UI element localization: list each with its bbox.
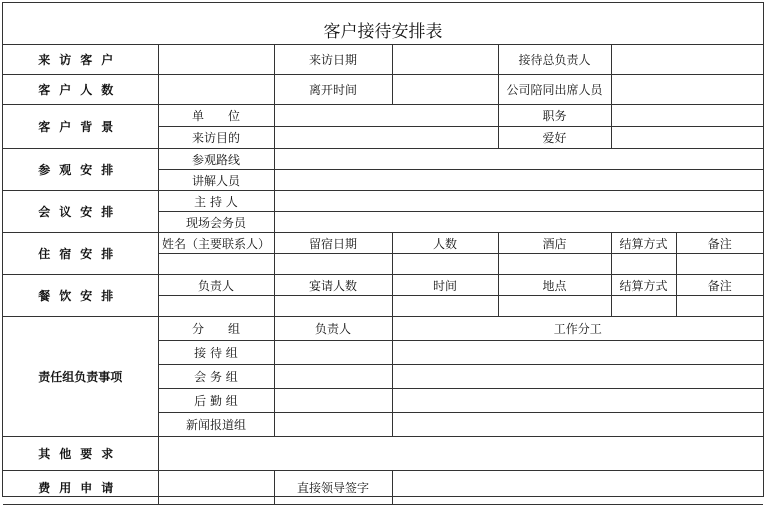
label-signature: 直接领导签字 — [274, 471, 392, 505]
field-purpose[interactable] — [274, 127, 498, 149]
field-visit-date[interactable] — [392, 45, 498, 75]
team-name: 会 务 组 — [158, 365, 274, 389]
label-company-staff: 公司陪同出席人员 — [498, 75, 611, 105]
team-leader-field[interactable] — [274, 341, 392, 365]
label-visit-date: 来访日期 — [274, 45, 392, 75]
label-teams: 责任组负责事项 — [3, 317, 158, 437]
field-unit[interactable] — [274, 105, 498, 127]
row-background-unit — [3, 105, 763, 127]
lodging-field[interactable] — [158, 254, 274, 275]
label-service: 现场会务员 — [158, 212, 274, 233]
team-name: 新闻报道组 — [158, 413, 274, 437]
label-unit: 单 位 — [158, 105, 274, 127]
lodging-field[interactable] — [392, 254, 498, 275]
team-leader-field[interactable] — [274, 389, 392, 413]
dining-header-cell: 宴请人数 — [274, 275, 392, 296]
field-position[interactable] — [611, 105, 763, 127]
label-manager: 接待总负责人 — [498, 45, 611, 75]
reception-schedule-form — [2, 2, 764, 497]
field-expense[interactable] — [158, 471, 274, 505]
lodging-header-cell: 酒店 — [498, 233, 611, 254]
team-name: 接 待 组 — [158, 341, 274, 365]
dining-header-cell: 时间 — [392, 275, 498, 296]
field-guide[interactable] — [274, 170, 763, 191]
lodging-field[interactable] — [274, 254, 392, 275]
team-leader-field[interactable] — [274, 413, 392, 437]
team-work-field[interactable] — [392, 365, 763, 389]
field-leave-time[interactable] — [392, 75, 498, 105]
dining-field[interactable] — [158, 296, 274, 317]
dining-header-cell: 地点 — [498, 275, 611, 296]
field-visitor[interactable] — [158, 45, 274, 75]
row-meeting-host — [3, 191, 763, 212]
label-leave-time: 离开时间 — [274, 75, 392, 105]
row-count — [3, 75, 763, 105]
dining-header-cell: 结算方式 — [611, 275, 676, 296]
field-manager[interactable] — [611, 45, 763, 75]
team-work-field[interactable] — [392, 413, 763, 437]
lodging-header-cell: 结算方式 — [611, 233, 676, 254]
lodging-field[interactable] — [611, 254, 676, 275]
lodging-header-cell: 姓名（主要联系人） — [158, 233, 274, 254]
label-expense: 费用申请 — [3, 471, 158, 505]
dining-field[interactable] — [676, 296, 763, 317]
field-count[interactable] — [158, 75, 274, 105]
dining-header-cell: 负责人 — [158, 275, 274, 296]
teams-leader-header: 负责人 — [274, 317, 392, 341]
label-visitor: 来访客户 — [3, 45, 158, 75]
row-visit-route — [3, 149, 763, 170]
team-name: 后 勤 组 — [158, 389, 274, 413]
row-other — [3, 437, 763, 471]
row-dining-header — [3, 275, 763, 296]
team-work-field[interactable] — [392, 389, 763, 413]
label-meeting: 会议安排 — [3, 191, 158, 233]
form-title: 客户接待安排表 — [3, 3, 763, 45]
field-host[interactable] — [274, 191, 763, 212]
row-teams-header — [3, 317, 763, 341]
team-work-field[interactable] — [392, 341, 763, 365]
label-hobby: 爱好 — [498, 127, 611, 149]
dining-field[interactable] — [392, 296, 498, 317]
row-expense — [3, 471, 763, 505]
field-signature[interactable] — [392, 471, 763, 505]
row-visitor — [3, 45, 763, 75]
row-lodging-header — [3, 233, 763, 254]
lodging-field[interactable] — [498, 254, 611, 275]
dining-field[interactable] — [611, 296, 676, 317]
dining-field[interactable] — [498, 296, 611, 317]
teams-work-header: 工作分工 — [392, 317, 763, 341]
lodging-header-cell: 备注 — [676, 233, 763, 254]
label-background: 客户背景 — [3, 105, 158, 149]
lodging-header-cell: 留宿日期 — [274, 233, 392, 254]
team-leader-field[interactable] — [274, 365, 392, 389]
label-visit: 参观安排 — [3, 149, 158, 191]
label-count: 客户人数 — [3, 75, 158, 105]
field-service[interactable] — [274, 212, 763, 233]
label-guide: 讲解人员 — [158, 170, 274, 191]
field-other[interactable] — [158, 437, 763, 471]
field-route[interactable] — [274, 149, 763, 170]
dining-field[interactable] — [274, 296, 392, 317]
field-company-staff[interactable] — [611, 75, 763, 105]
label-lodging: 住宿安排 — [3, 233, 158, 275]
lodging-field[interactable] — [676, 254, 763, 275]
label-purpose: 来访目的 — [158, 127, 274, 149]
dining-header-cell: 备注 — [676, 275, 763, 296]
label-position: 职务 — [498, 105, 611, 127]
field-hobby[interactable] — [611, 127, 763, 149]
label-other: 其他要求 — [3, 437, 158, 471]
label-route: 参观路线 — [158, 149, 274, 170]
teams-group-header: 分 组 — [158, 317, 274, 341]
label-host: 主 持 人 — [158, 191, 274, 212]
lodging-header-cell: 人数 — [392, 233, 498, 254]
form-table — [3, 45, 763, 505]
label-dining: 餐饮安排 — [3, 275, 158, 317]
